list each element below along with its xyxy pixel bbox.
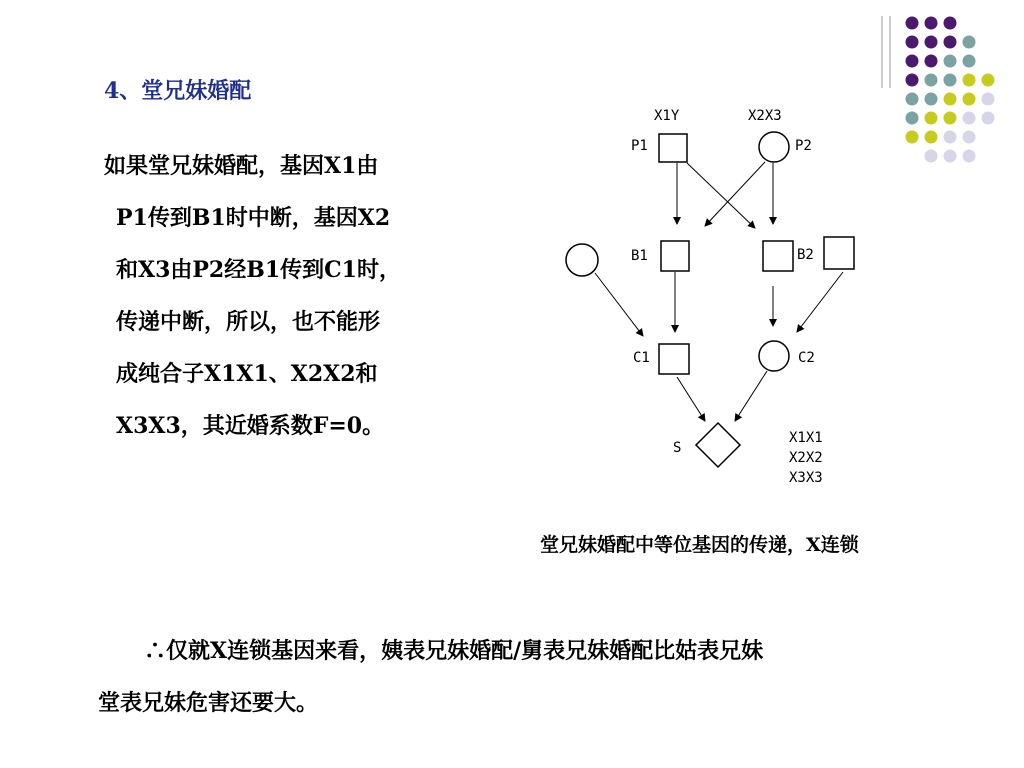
conclusion-line: ∴仅就X连锁基因来看，姨表兄妹婚配/舅表兄妹婚配比姑表兄妹 bbox=[144, 638, 764, 664]
decorative-dot bbox=[963, 93, 976, 106]
b2-spouse-to-c2-arrow bbox=[797, 272, 843, 332]
s-genotype-3: X3X3 bbox=[789, 470, 823, 486]
decorative-dot bbox=[925, 55, 938, 68]
explanation-paragraph bbox=[104, 140, 474, 452]
conclusion-text bbox=[98, 625, 958, 729]
decorative-lines bbox=[878, 16, 898, 88]
decorative-dot bbox=[963, 36, 976, 49]
decorative-dot bbox=[906, 55, 919, 68]
b1-label: B1 bbox=[631, 248, 648, 264]
decorative-dot bbox=[982, 74, 995, 87]
p2-label: P2 bbox=[795, 138, 812, 154]
b1-male-square bbox=[661, 241, 689, 271]
decorative-dot bbox=[906, 112, 919, 125]
decorative-dot bbox=[944, 55, 957, 68]
pedigree-diagram bbox=[545, 100, 855, 495]
s-diamond bbox=[696, 423, 740, 467]
decorative-dot-grid bbox=[900, 14, 1020, 164]
p1-to-b2-arrow bbox=[687, 163, 755, 228]
decorative-dot bbox=[944, 112, 957, 125]
decorative-dot bbox=[963, 74, 976, 87]
decorative-dot bbox=[963, 112, 976, 125]
decorative-dot bbox=[963, 55, 976, 68]
b1-spouse-circle bbox=[566, 244, 598, 276]
c2-female-circle bbox=[759, 341, 789, 371]
c2-label: C2 bbox=[798, 350, 815, 366]
slide-title: 4、堂兄妹婚配 bbox=[104, 78, 252, 104]
b1-spouse-to-c1-arrow bbox=[595, 273, 643, 336]
paragraph-line: P1传到B1时中断，基因X2 bbox=[116, 205, 391, 231]
decorative-dot bbox=[906, 17, 919, 30]
decorative-dot bbox=[925, 131, 938, 144]
c2-to-s-arrow bbox=[735, 371, 767, 421]
diagram-caption: 堂兄妹婚配中等位基因的传递，X连锁 bbox=[540, 534, 859, 556]
decorative-dot bbox=[925, 112, 938, 125]
decorative-dot bbox=[925, 74, 938, 87]
p1-male-square bbox=[659, 134, 687, 162]
decorative-dot bbox=[906, 36, 919, 49]
conclusion-line: 堂表兄妹危害还要大。 bbox=[98, 690, 319, 716]
paragraph-line: 和X3由P2经B1传到C1时， bbox=[116, 257, 401, 283]
p1-label: P1 bbox=[631, 138, 648, 154]
paragraph-line: 传递中断，所以，也不能形 bbox=[116, 309, 381, 335]
decorative-dot bbox=[963, 150, 976, 163]
decorative-dot bbox=[906, 131, 919, 144]
p2-to-b1-arrow bbox=[705, 162, 765, 226]
paragraph-line: 成纯合子X1X1、X2X2和 bbox=[116, 361, 378, 387]
b2-male-square bbox=[763, 241, 793, 271]
c1-label: C1 bbox=[633, 350, 650, 366]
decorative-dot bbox=[982, 112, 995, 125]
b2-label: B2 bbox=[797, 247, 814, 263]
decorative-dot bbox=[982, 93, 995, 106]
decorative-dot bbox=[906, 74, 919, 87]
decorative-dot bbox=[963, 131, 976, 144]
paragraph-line: X3X3，其近婚系数F=0。 bbox=[116, 413, 385, 439]
decorative-dot bbox=[944, 150, 957, 163]
decorative-dot bbox=[944, 93, 957, 106]
c1-to-s-arrow bbox=[677, 377, 705, 421]
c1-male-square bbox=[659, 344, 689, 374]
decorative-dot bbox=[925, 150, 938, 163]
s-label: S bbox=[673, 440, 682, 456]
decorative-dot bbox=[925, 17, 938, 30]
decorative-dot bbox=[944, 36, 957, 49]
s-genotype-1: X1X1 bbox=[789, 430, 823, 446]
paragraph-line: 如果堂兄妹婚配，基因X1由 bbox=[104, 153, 379, 179]
decorative-dot bbox=[925, 36, 938, 49]
decorative-dot bbox=[944, 17, 957, 30]
b2-spouse-square bbox=[824, 237, 854, 269]
decorative-dot bbox=[925, 93, 938, 106]
p2-female-circle bbox=[759, 132, 789, 162]
decorative-dot bbox=[944, 74, 957, 87]
decorative-dot bbox=[944, 131, 957, 144]
p1-genotype: X1Y bbox=[654, 108, 680, 124]
s-genotype-2: X2X2 bbox=[789, 450, 823, 466]
decorative-dot bbox=[906, 93, 919, 106]
p2-genotype: X2X3 bbox=[748, 108, 782, 124]
